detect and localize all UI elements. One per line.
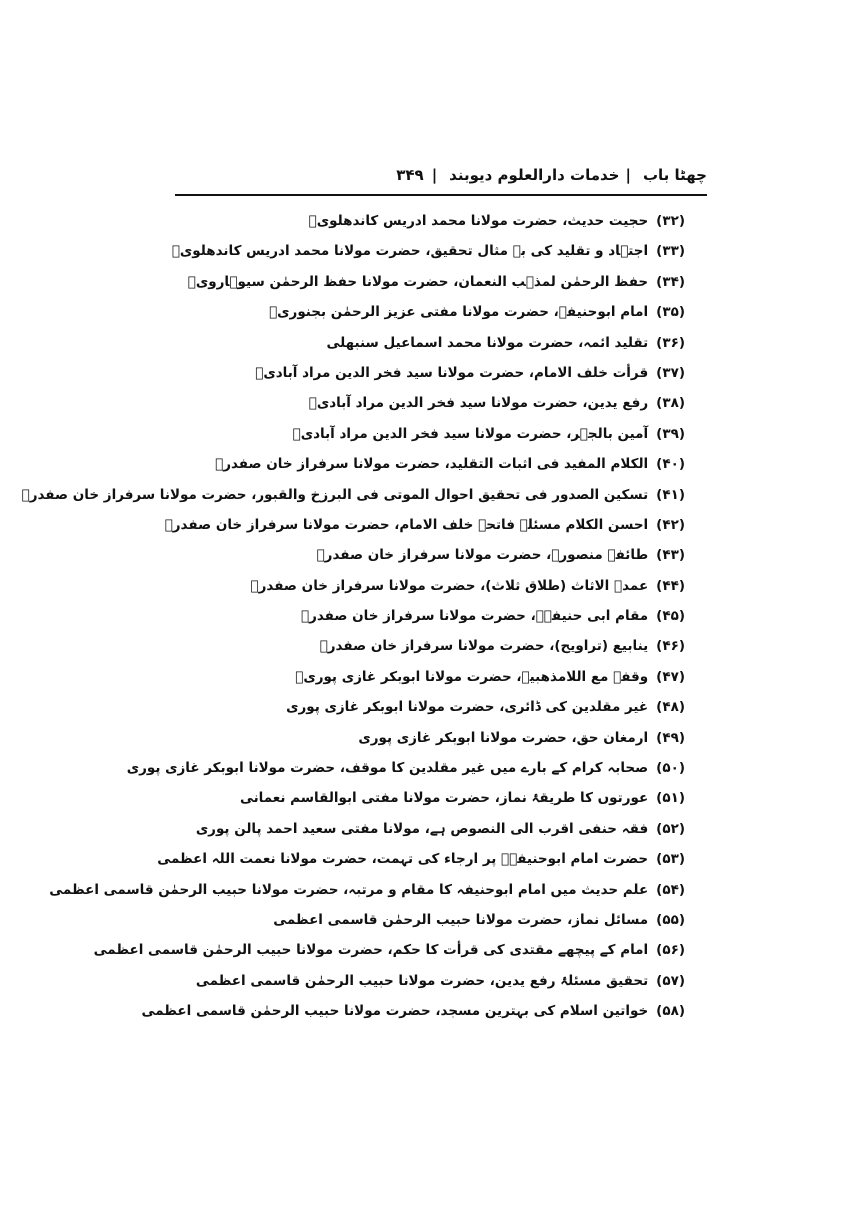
item-number: (۵۶) xyxy=(656,942,685,959)
list-item xyxy=(185,814,685,844)
item-number: (۴۳) xyxy=(656,547,685,564)
list-item xyxy=(21,480,685,510)
list-item xyxy=(171,236,685,266)
item-title: حفظ الرحمٰن لمذہب النعمان، حضرت مولانا حفظ الرحمٰن سیوہارویؒ xyxy=(187,273,649,290)
item-title: وقفۃ مع اللامذھبیۃ، حضرت مولانا ابوبکر غازی پوریؒ xyxy=(295,668,649,685)
list-item xyxy=(185,419,685,449)
list-item xyxy=(185,206,685,236)
item-number: (۴۴) xyxy=(656,577,685,594)
list-item xyxy=(164,510,685,540)
list-item xyxy=(185,966,685,996)
header-separator: | xyxy=(625,166,631,184)
item-title: احسن الکلام مسئلہ فاتحہ خلف الامام، حضرت مولانا سرفراز خان صفدرؒ xyxy=(164,516,649,533)
list-item xyxy=(185,449,685,479)
list-item xyxy=(185,692,685,722)
item-title: خواتین اسلام کی بہترین مسجد، حضرت مولانا حبیب الرحمٰن قاسمی اعظمی xyxy=(141,1003,649,1020)
page-header xyxy=(175,160,707,190)
item-number: (۵۷) xyxy=(656,972,685,989)
item-title: علم حدیث میں امام ابوحنیفہ کا مقام و مرتبہ، حضرت مولانا حبیب الرحمٰن قاسمی اعظمی xyxy=(49,881,649,898)
item-title: تسکین الصدور فی تحقیق احوال الموتی فی البرزخ والقبور، حضرت مولانا سرفراز خان صفدرؒ xyxy=(21,486,649,503)
list-item xyxy=(141,996,685,1026)
item-number: (۵۸) xyxy=(656,1003,685,1020)
item-title: ارمغان حق، حضرت مولانا ابوبکر غازی پوری xyxy=(358,729,649,746)
item-title: رفع یدین، حضرت مولانا سید فخر الدین مراد آبادیؒ xyxy=(308,395,649,412)
item-title: حجیت حدیث، حضرت مولانا محمد ادریس کاندھلویؒ xyxy=(308,213,649,229)
item-number: (۳۸) xyxy=(656,395,685,412)
item-number: (۳۳) xyxy=(656,243,685,260)
item-number: (۴۰) xyxy=(656,456,685,473)
header-divider xyxy=(175,194,707,196)
list-item xyxy=(185,267,685,297)
list-item xyxy=(185,358,685,388)
item-number: (۵۲) xyxy=(656,820,685,837)
item-number: (۳۶) xyxy=(656,334,685,351)
list-item xyxy=(185,540,685,570)
list-item xyxy=(126,753,685,783)
item-title: فقہ حنفی اقرب الی النصوص ہے، مولانا مفتی سعید احمد پالن پوری xyxy=(195,820,649,837)
item-number: (۵۰) xyxy=(656,760,685,777)
chapter-title: چھٹا باب xyxy=(642,166,707,184)
header-separator: | xyxy=(431,166,438,184)
list-item xyxy=(49,875,685,905)
page-number: ۳۴۹ xyxy=(396,166,424,184)
item-number: (۵۴) xyxy=(656,881,685,898)
item-title: غیر مقلدین کی ڈائری، حضرت مولانا ابوبکر غازی پوری xyxy=(286,699,649,716)
item-title: مسائل نماز، حضرت مولانا حبیب الرحمٰن قاسمی اعظمی xyxy=(273,911,649,928)
list-item xyxy=(93,935,685,965)
item-number: (۴۱) xyxy=(656,486,685,503)
item-title: امام کے پیچھے مقتدی کی قرأت کا حکم، حضرت مولانا حبیب الرحمٰن قاسمی اعظمی xyxy=(93,942,649,959)
item-title: آمین بالجہر، حضرت مولانا سید فخر الدین مراد آبادیؒ xyxy=(292,425,649,442)
item-number: (۳۵) xyxy=(656,304,685,321)
list-item xyxy=(185,297,685,327)
list-item xyxy=(185,723,685,753)
item-number: (۴۶) xyxy=(656,638,685,655)
item-title: عورتوں کا طریقۂ نماز، حضرت مولانا مفتی ابوالقاسم نعمانی xyxy=(239,790,649,807)
item-title: عمدۃ الاثاث (طلاق ثلاث)، حضرت مولانا سرفراز خان صفدرؒ xyxy=(250,577,649,594)
item-number: (۵۳) xyxy=(656,851,685,868)
item-number: (۴۲) xyxy=(656,516,685,533)
item-title: طائفہ منصورہ، حضرت مولانا سرفراز خان صفدرؒ xyxy=(316,547,649,564)
book-title: خدمات دارالعلوم دیوبند xyxy=(449,166,620,184)
list-item xyxy=(185,601,685,631)
item-title: تقلید ائمہ، حضرت مولانا محمد اسماعیل سنبھلی xyxy=(326,334,649,351)
item-title: صحابہ کرام کے بارے میں غیر مقلدین کا موقف، حضرت مولانا ابوبکر غازی پوری xyxy=(126,760,649,777)
item-title: امام ابوحنیفہ، حضرت مولانا مفتی عزیز الرحمٰن بجنوریؒ xyxy=(269,304,649,321)
item-title: ینابیع (تراویح)، حضرت مولانا سرفراز خان صفدرؒ xyxy=(319,638,649,655)
item-title: تحقیق مسئلۂ رفع یدین، حضرت مولانا حبیب الرحمٰن قاسمی اعظمی xyxy=(195,972,649,989)
item-number: (۴۹) xyxy=(656,729,685,746)
item-number: (۳۹) xyxy=(656,425,685,442)
list-item xyxy=(185,571,685,601)
list-item xyxy=(157,844,685,874)
item-title: الکلام المفید فی اثبات التقلید، حضرت مولانا سرفراز خان صفدرؒ xyxy=(215,456,649,473)
list-item xyxy=(185,905,685,935)
item-number: (۴۵) xyxy=(656,608,685,625)
list-item xyxy=(185,388,685,418)
item-number: (۳۴) xyxy=(656,273,685,290)
item-number: (۳۲) xyxy=(656,213,685,229)
item-title: قرأت خلف الامام، حضرت مولانا سید فخر الدین مراد آبادیؒ xyxy=(255,364,649,381)
item-title: مقام ابی حنیفہؒ، حضرت مولانا سرفراز خان صفدرؒ xyxy=(301,608,649,625)
list-item xyxy=(185,631,685,661)
item-number: (۴۸) xyxy=(656,699,685,716)
list-item xyxy=(185,783,685,813)
item-title: حضرت امام ابوحنیفہؒ پر ارجاء کی تہمت، حضرت مولانا نعمت اللہ اعظمی xyxy=(157,851,649,868)
item-number: (۳۷) xyxy=(656,364,685,381)
item-number: (۵۵) xyxy=(656,911,685,928)
item-title: اجتہاد و تقلید کی بے مثال تحقیق، حضرت مولانا محمد ادریس کاندھلویؒ xyxy=(171,243,649,260)
item-number: (۵۱) xyxy=(656,790,685,807)
list-item xyxy=(185,662,685,692)
item-number: (۴۷) xyxy=(656,668,685,685)
list-item xyxy=(185,328,685,358)
book-list xyxy=(21,206,685,1027)
